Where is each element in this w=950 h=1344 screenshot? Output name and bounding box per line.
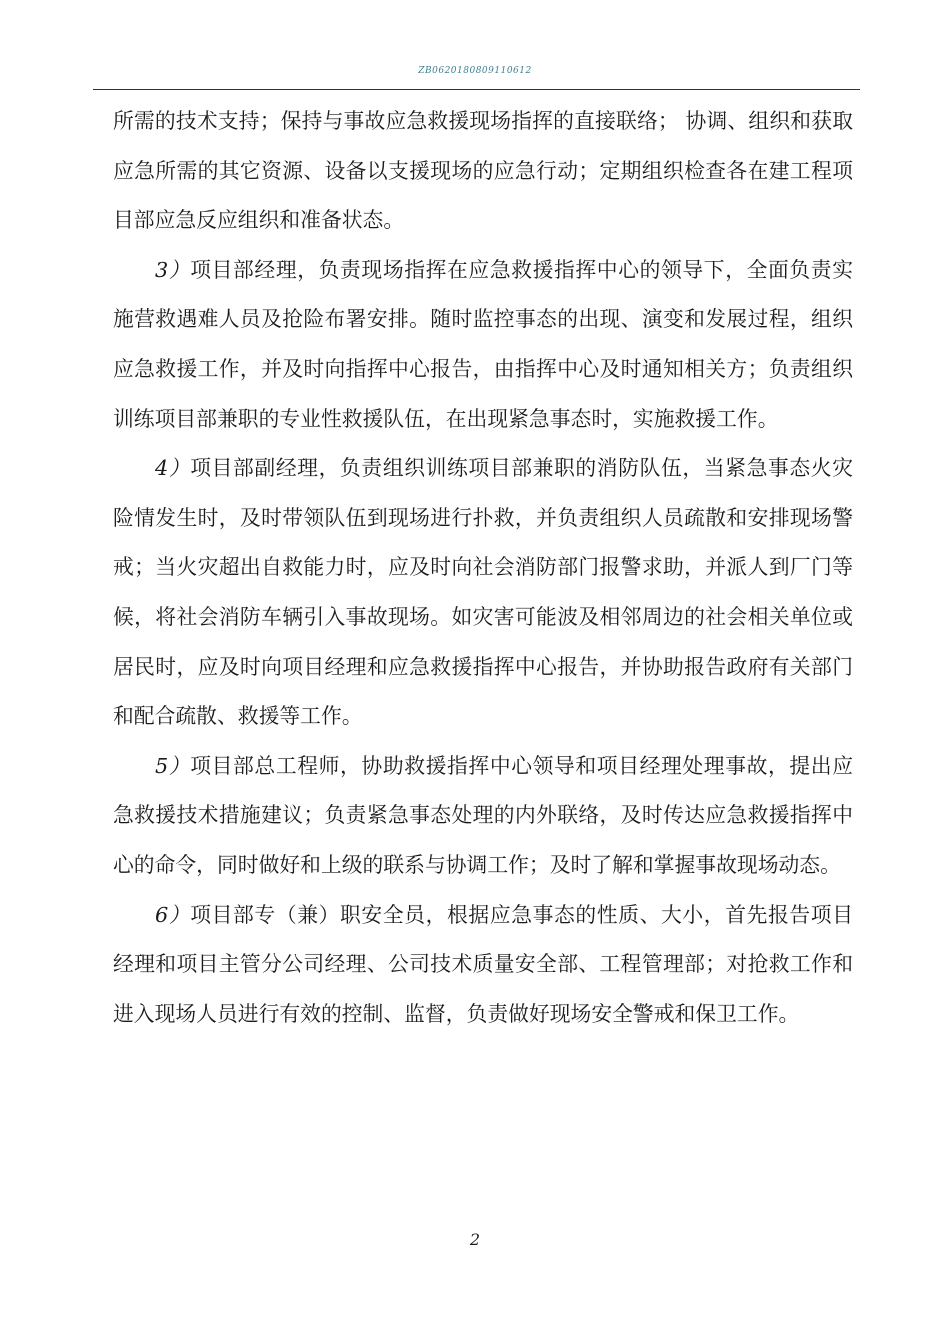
paragraph-text: 项目部副经理，负责组织训练项目部兼职的消防队伍，当紧急事态火灾险情发生时，及时带领队伍到现场进行扑救，并负责组织人员疏散和安排现场警戒；当火灾超出自救能力时，应及时向社会消防部门报警求助，并派人到厂门等候，将社会消防车辆引入事故现场。如灾害可能波及相邻周边的社会相关单位或居民时，应及时向项目经理和应急救援指挥中心报告，并协助报告政府有关部门和配合疏散、救援等工作。 <box>113 456 853 729</box>
header-divider <box>93 89 860 90</box>
paragraph-number: 6） <box>155 902 191 927</box>
document-code: ZB0620180809110612 <box>418 66 532 76</box>
document-body <box>113 97 853 1039</box>
paragraph-continuation <box>113 97 853 246</box>
paragraph-number: 4） <box>155 456 191 481</box>
paragraph-text: 项目部专（兼）职安全员，根据应急事态的性质、大小，首先报告项目经理和项目主管分公司经理、公司技术质量安全部、工程管理部；对抢救工作和进入现场人员进行有效的控制、监督，负责做好现场安全警戒和保卫工作。 <box>113 902 853 1026</box>
paragraph-text: 项目部经理，负责现场指挥在应急救援指挥中心的领导下，全面负责实施营救遇难人员及抢险布署安排。随时监控事态的出现、演变和发展过程，组织应急救援工作，并及时向指挥中心报告，由指挥中心及时通知相关方；负责组织训练项目部兼职的专业性救援队伍，在出现紧急事态时，实施救援工作。 <box>113 257 853 431</box>
paragraph-item-3 <box>113 246 853 444</box>
paragraph-text: 项目部总工程师，协助救援指挥中心领导和项目经理处理事故，提出应急救援技术措施建议；负责紧急事态处理的内外联络，及时传达应急救援指挥中心的命令，同时做好和上级的联系与协调工作；及时了解和掌握事故现场动态。 <box>113 753 853 877</box>
paragraph-number: 5） <box>155 753 191 778</box>
paragraph-item-6 <box>113 891 853 1040</box>
paragraph-number: 3） <box>155 257 191 282</box>
page-number: 2 <box>469 1230 481 1249</box>
paragraph-item-4 <box>113 444 853 742</box>
paragraph-item-5 <box>113 742 853 891</box>
paragraph-text: 所需的技术支持；保持与事故应急救援现场指挥的直接联络； 协调、组织和获取应急所需的其它资源、设备以支援现场的应急行动；定期组织检查各在建工程项目部应急反应组织和准备状态。 <box>113 109 853 233</box>
